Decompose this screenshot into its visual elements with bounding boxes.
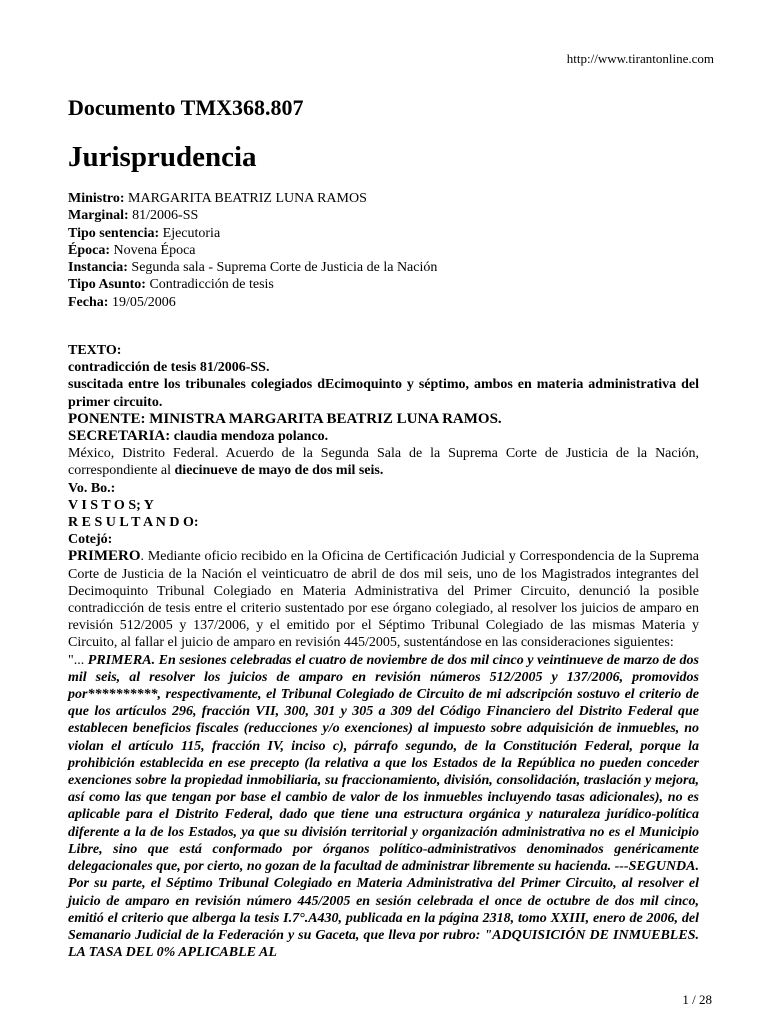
- vobo-label: Vo. Bo.:: [68, 480, 116, 496]
- resultando-heading: R E S U L T A N D O:: [68, 515, 199, 531]
- secretaria-value: claudia mendoza polanco.: [170, 429, 329, 445]
- suscitada-line: suscitada entre los tribunales colegiados dEcimoquinto y séptimo, ambos en materia administrativa del primer circuito.: [68, 377, 699, 410]
- meta-value: MARGARITA BEATRIZ LUNA RAMOS: [128, 191, 367, 206]
- vistos-heading: V I S T O S; Y: [68, 497, 154, 513]
- meta-value: Contradicción de tesis: [149, 277, 274, 293]
- place-date: diecinueve de mayo de dos mil seis.: [174, 463, 384, 479]
- meta-label: Ministro:: [68, 191, 125, 206]
- meta-ministro: [68, 190, 437, 207]
- texto-label: TEXTO:: [68, 343, 122, 358]
- meta-value: Novena Época: [113, 242, 196, 258]
- meta-epoca: [68, 242, 437, 259]
- metadata-block: [68, 190, 437, 311]
- primero-paragraph: [68, 548, 699, 651]
- page-indicator: 1 / 28: [682, 992, 712, 1007]
- place-paragraph: [68, 445, 699, 479]
- meta-tipo-asunto: [68, 276, 437, 293]
- meta-label: Instancia:: [68, 260, 128, 276]
- document-type-heading: Jurisprudencia: [68, 141, 257, 173]
- quote-text: PRIMERA. En sesiones celebradas el cuatro de noviembre de dos mil cinco y veintinueve de marzo de dos mil seis, al resolver los juicios de amparo en revisión números 512/2005 y 137/2006, promovidos por**********, respectivamente, el Tribunal Colegiado de Circuito de mi adscripción sostuvo el criterio de que los artículos 296, fracción VII, 300, 301 y 305 a 309 del Código Financiero del Distrito Federal que establecen beneficios fiscales (reducciones y/o exenciones) al impuesto sobre adquisición de inmuebles, no violan el artículo 115, fracción IV, inciso c), párrafo segundo, de la Constitución Federal, porque la prohibición establecida en ese precepto (la relativa a que los Estados de la República no pueden conceder exenciones sobre la propiedad inmobiliaria, su fraccionamiento, división, consolidación, traslación y mejora, así como las que tengan por base el cambio de valor de los inmuebles incluyendo tasas adicionales), no es aplicable para el Distrito Federal, dado que tiene una estructura orgánica y naturaleza jurídico-política diferente a la de los Estados, ya que su división territorial y organización administrativa no es el Municipio Libre, sino que está conformado por órganos político-administrativos denominados genéricamente delegacionales que, por cierto, no gozan de la facultad de administrar libremente su hacienda. ---SEGUNDA. Por su parte, el Séptimo Tribunal Colegiado en Materia Administrativa del Primer Circuito, al resolver el juicio de amparo en revisión número 445/2005 en sesión celebrada el once de octubre de dos mil cinco, emitió el criterio que alberga la tesis I.7°.A430, publicada en la página 2318, tomo XXIII, enero de 2006, del Semanario Judicial de la Federación y su Gaceta, que lleva por rubro: "ADQUISICIÓN DE INMUEBLES. LA TASA DEL 0% APLICABLE AL: [68, 652, 699, 961]
- meta-label: Época:: [68, 242, 110, 258]
- place-text: México, Distrito Federal. Acuerdo de la Segunda Sala de la Suprema Corte de Justicia de la Nación, correspondiente al: [68, 446, 699, 479]
- meta-marginal: [68, 207, 437, 224]
- secretaria-label: SECRETARIA:: [68, 428, 171, 445]
- document-body: [68, 342, 699, 961]
- meta-label: Tipo sentencia:: [68, 225, 160, 241]
- meta-label: Marginal:: [68, 208, 129, 224]
- source-url[interactable]: http://www.tirantonline.com: [566, 51, 714, 66]
- meta-instancia: [68, 259, 437, 276]
- primero-label: PRIMERO: [68, 548, 141, 565]
- primero-text: . Mediante oficio recibido en la Oficina de Certificación Judicial y Correspondencia de la Suprema Corte de Justicia de la Nación el veinticuatro de abril de dos mil seis, uno de los Magistrados integrantes del Decimoquinto Tribunal Colegiado en Materia Administrativa del Primer Circuito, denunció la posible contradicción de tesis entre el criterio sustentado por ese órgano colegiado, al resolver los juicios de amparo en revisión 512/2005 y 137/2006, y el emitido por el Séptimo Tribunal Colegiado de las mismas Materia y Circuito, al fallar el juicio de amparo en revisión 445/2005, sustentándose en las consideraciones siguientes:: [68, 549, 699, 651]
- meta-label: Fecha:: [68, 294, 109, 310]
- case-title: contradicción de tesis 81/2006-SS.: [68, 360, 270, 376]
- cotejo-label: Cotejó:: [68, 532, 113, 548]
- meta-value: Ejecutoria: [162, 225, 221, 241]
- meta-value: 19/05/2006: [111, 294, 176, 310]
- quote-paragraph: [68, 652, 699, 962]
- meta-fecha: [68, 294, 437, 311]
- meta-value: Segunda sala - Suprema Corte de Justicia de la Nación: [131, 260, 438, 276]
- meta-value: 81/2006-SS: [132, 208, 199, 224]
- meta-tipo-sentencia: [68, 225, 437, 242]
- quote-open: "...: [68, 652, 88, 668]
- document-id-heading: Documento TMX368.807: [68, 95, 304, 120]
- ponente-line: PONENTE: MINISTRA MARGARITA BEATRIZ LUNA RAMOS.: [68, 410, 502, 427]
- meta-label: Tipo Asunto:: [68, 277, 146, 293]
